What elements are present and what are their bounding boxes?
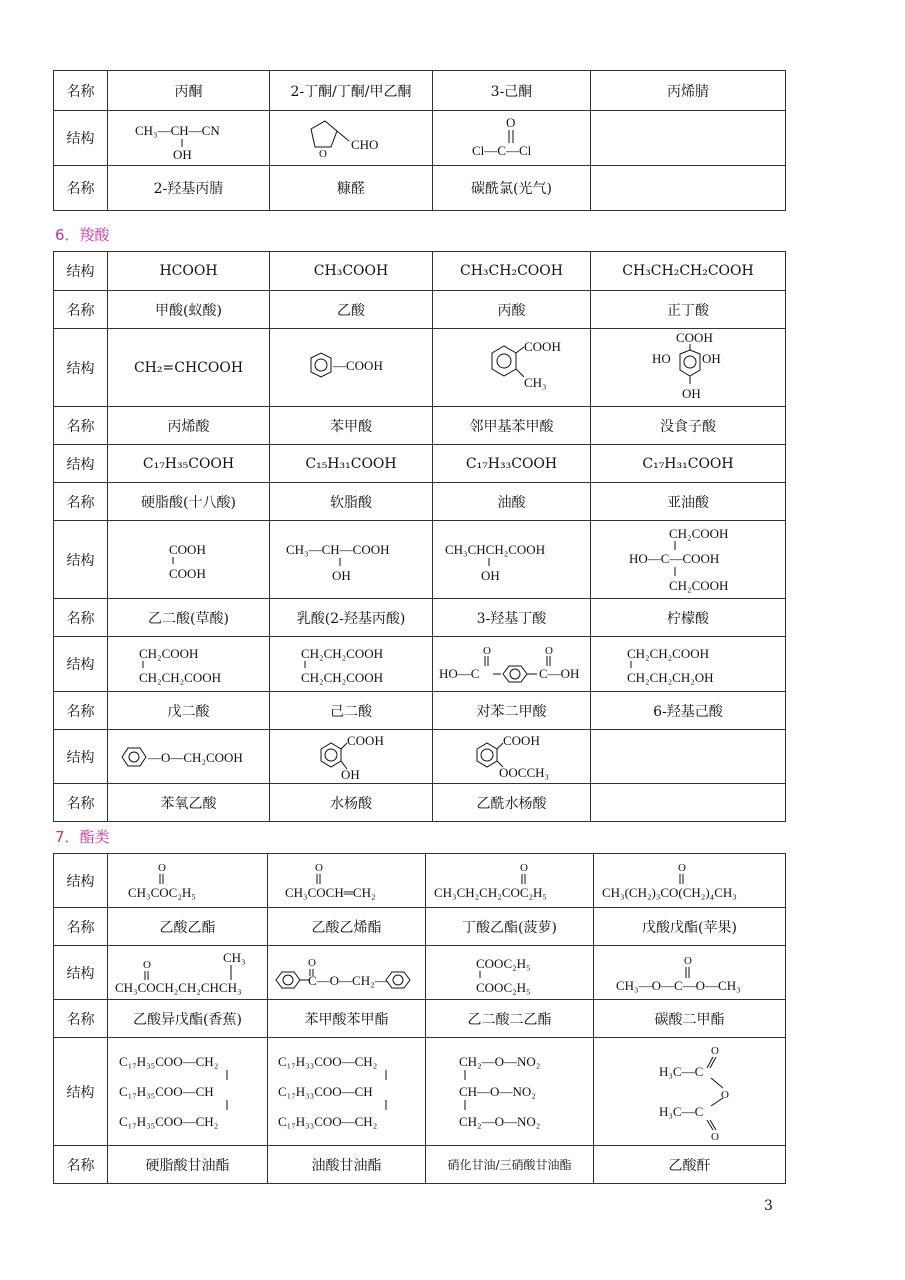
cell-name: 苯甲酸: [270, 407, 433, 445]
svg-text:OH: OH: [702, 350, 721, 366]
empty-cell: [591, 111, 786, 166]
svg-text:CH₂COOH: CH₂COOH: [669, 577, 729, 593]
svg-text:OH: OH: [481, 567, 500, 583]
svg-text:C—O—CH₂—: C—O—CH₂—: [308, 972, 388, 988]
table-row: [54, 71, 786, 111]
svg-text:CH₃—CH—CN: CH₃—CH—CN: [134, 123, 220, 138]
row-label: 结构: [54, 111, 108, 166]
svg-text:COOC₂H₅: COOC₂H₅: [475, 979, 531, 995]
row-label: 名称: [54, 71, 108, 111]
structure-glutaric-acid: [108, 637, 270, 692]
cell-name: 硝化甘油/三硝酸甘油酯: [426, 1146, 594, 1184]
structure-3-hydroxybutanoic-acid: [433, 521, 591, 599]
svg-text:C₁₇H₃₅COO—CH₂: C₁₇H₃₅COO—CH₂: [118, 1113, 218, 1129]
cell-name: 对苯二甲酸: [433, 692, 591, 730]
svg-text:OH: OH: [682, 385, 701, 401]
svg-text:O: O: [710, 1044, 719, 1057]
table-row: [54, 111, 786, 166]
cell-name: 丙酸: [433, 291, 591, 329]
svg-text:CHO: CHO: [351, 137, 379, 152]
table-row: [54, 483, 786, 521]
cell-name: 亚油酸: [591, 483, 786, 521]
table-row: [54, 521, 786, 599]
svg-text:CH₂CH₂COOH: CH₂CH₂COOH: [301, 646, 384, 661]
cell-name: 丙烯腈: [591, 71, 786, 111]
structure-acetylsalicylic-acid: [433, 730, 591, 784]
svg-text:OH: OH: [341, 766, 360, 782]
structure-terephthalic-acid: [433, 637, 591, 692]
structure-glyceryl-trioleate: [268, 1038, 426, 1146]
cell-name: 乙酸乙烯酯: [268, 908, 426, 946]
page-number: 3: [764, 1198, 773, 1214]
row-label: 结构: [54, 329, 108, 407]
table-row: [54, 946, 786, 1000]
cell-name: 丁酸乙酯(菠萝): [426, 908, 594, 946]
cell-name: 碳酰氯(光气): [433, 166, 591, 211]
svg-text:—COOH: —COOH: [333, 357, 383, 373]
cell-name: 苯氧乙酸: [108, 784, 270, 822]
cell-name: [591, 784, 786, 822]
cell-name: 乙酰水杨酸: [433, 784, 591, 822]
row-label: 结构: [54, 854, 108, 908]
svg-text:CH₂CH₂COOH: CH₂CH₂COOH: [301, 670, 384, 685]
svg-text:CH₃(CH₂)₃CO(CH₂)₄CH₃: CH₃(CH₂)₃CO(CH₂)₄CH₃: [602, 884, 737, 900]
svg-text:O: O: [319, 148, 327, 160]
svg-text:CH₂—O—NO₂: CH₂—O—NO₂: [458, 1113, 540, 1129]
svg-text:O: O: [314, 861, 323, 874]
cell-name: 戊酸戊酯(苹果): [594, 908, 786, 946]
svg-text:C₁₇H₃₅COO—CH: C₁₇H₃₅COO—CH: [118, 1083, 214, 1099]
cell-name: 硬脂酸甘油酯: [108, 1146, 268, 1184]
structure-lactic-acid: [270, 521, 433, 599]
cell-name: 没食子酸: [591, 407, 786, 445]
cell-name: 己二酸: [270, 692, 433, 730]
svg-text:COOH: COOH: [168, 541, 206, 557]
svg-text:OOCCH₃: OOCCH₃: [498, 764, 549, 780]
cell-name: [591, 166, 786, 211]
cell-name: 硬脂酸(十八酸): [108, 483, 270, 521]
svg-text:CH₂CH₂COOH: CH₂CH₂COOH: [138, 670, 221, 685]
svg-text:CH₃COCH═CH₂: CH₃COCH═CH₂: [284, 884, 376, 900]
row-label: 结构: [54, 730, 108, 784]
ester-table: [53, 853, 786, 1184]
cell-name: 油酸甘油酯: [268, 1146, 426, 1184]
cell-name: 柠檬酸: [591, 599, 786, 637]
svg-text:O: O: [545, 645, 553, 657]
structure-o-toluic-acid: [433, 329, 591, 407]
row-label: 结构: [54, 946, 108, 1000]
svg-text:OH: OH: [332, 567, 351, 583]
structure-benzyl-benzoate: [268, 946, 426, 1000]
row-label: 名称: [54, 483, 108, 521]
svg-text:COOH: COOH: [676, 329, 713, 345]
structure-6-hydroxyhexanoic-acid: [591, 637, 786, 692]
structure-oxalic-acid: [108, 521, 270, 599]
structure-diethyl-oxalate: [426, 946, 594, 1000]
svg-text:HO: HO: [652, 350, 671, 366]
structure-ethyl-acetate: [108, 854, 268, 908]
structure-furfural: [270, 111, 433, 166]
svg-text:O: O: [505, 115, 515, 130]
svg-text:COOH: COOH: [347, 732, 384, 748]
row-label: 结构: [54, 252, 108, 291]
svg-text:CH₃CHCH₂COOH: CH₃CHCH₂COOH: [445, 541, 546, 557]
row-label: 名称: [54, 166, 108, 211]
structure-dimethyl-carbonate: [594, 946, 786, 1000]
svg-text:O: O: [483, 645, 491, 657]
structure-vinyl-acetate: [268, 854, 426, 908]
svg-text:O: O: [720, 1088, 729, 1101]
svg-text:O: O: [142, 958, 151, 971]
section-title-carboxylic-acids: 6．羧酸: [55, 226, 110, 244]
table-row: [54, 637, 786, 692]
svg-text:H₃C—C: H₃C—C: [658, 1063, 703, 1079]
structure-2-hydroxypropanenitrile: [108, 111, 270, 166]
structure-phosgene: [433, 111, 591, 166]
cell-name: 丙烯酸: [108, 407, 270, 445]
row-label: 结构: [54, 637, 108, 692]
svg-text:CH₂COOH: CH₂COOH: [669, 525, 729, 541]
row-label: 名称: [54, 407, 108, 445]
cell-formula: CH₃CH₂COOH: [433, 252, 591, 291]
svg-text:CH₂—O—NO₂: CH₂—O—NO₂: [458, 1053, 540, 1069]
cell-formula: C₁₇H₃₁COOH: [591, 445, 786, 483]
svg-text:H₃C—C: H₃C—C: [658, 1103, 703, 1119]
svg-text:CH₃COC₂H₅: CH₃COC₂H₅: [127, 884, 196, 900]
cell-name: 糠醛: [270, 166, 433, 211]
cell-name: 乙酸乙酯: [108, 908, 268, 946]
structure-benzoic-acid: [270, 329, 433, 407]
cell-name: 乙二酸(草酸): [108, 599, 270, 637]
cell-formula: HCOOH: [108, 252, 270, 291]
row-label: 结构: [54, 521, 108, 599]
cell-name: 2-丁酮/丁酮/甲乙酮: [270, 71, 433, 111]
svg-text:C₁₇H₃₅COO—CH₂: C₁₇H₃₅COO—CH₂: [118, 1053, 218, 1069]
cell-formula: CH₃COOH: [270, 252, 433, 291]
structure-glyceryl-tristearate: [108, 1038, 268, 1146]
cell-name: 戊二酸: [108, 692, 270, 730]
table-row: [54, 854, 786, 908]
svg-text:OH: OH: [172, 147, 192, 161]
structure-citric-acid: [591, 521, 786, 599]
table-row: [54, 329, 786, 407]
table-row: [54, 407, 786, 445]
svg-text:O: O: [683, 954, 692, 967]
svg-text:CH₃: CH₃: [222, 949, 246, 965]
svg-text:COOC₂H₅: COOC₂H₅: [475, 955, 531, 971]
svg-text:CH₂COOH: CH₂COOH: [138, 646, 198, 661]
structure-nitroglycerin: [426, 1038, 594, 1146]
structure-salicylic-acid: [270, 730, 433, 784]
svg-text:HO—C: HO—C: [439, 666, 480, 681]
structure-phenoxyacetic-acid: [108, 730, 270, 784]
svg-text:Cl—C—Cl: Cl—C—Cl: [471, 143, 531, 158]
table-row: [54, 445, 786, 483]
cell-name: 水杨酸: [270, 784, 433, 822]
cell-formula: CH₃CH₂CH₂COOH: [591, 252, 786, 291]
structure-acetic-anhydride: [594, 1038, 786, 1146]
cell-name: 3-羟基丁酸: [433, 599, 591, 637]
cell-name: 乳酸(2-羟基丙酸): [270, 599, 433, 637]
row-label: 名称: [54, 599, 108, 637]
carboxylic-acid-table: [53, 251, 786, 822]
cell-formula: C₁₇H₃₃COOH: [433, 445, 591, 483]
row-label: 名称: [54, 692, 108, 730]
cell-name: 6-羟基己酸: [591, 692, 786, 730]
svg-text:C₁₇H₃₃COO—CH: C₁₇H₃₃COO—CH: [278, 1083, 373, 1099]
structure-gallic-acid: [591, 329, 786, 407]
svg-text:C₁₇H₃₃COO—CH₂: C₁₇H₃₃COO—CH₂: [278, 1053, 378, 1069]
table-row: [54, 599, 786, 637]
section-title-esters: 7．酯类: [55, 828, 110, 846]
table-row: [54, 1038, 786, 1146]
cell-name: 油酸: [433, 483, 591, 521]
cell-name: 丙酮: [108, 71, 270, 111]
ketone-nitrile-table: [53, 70, 786, 211]
cell-name: 乙二酸二乙酯: [426, 1000, 594, 1038]
table-row: [54, 1146, 786, 1184]
svg-text:CH₃CH₂CH₂COC₂H₅: CH₃CH₂CH₂COC₂H₅: [434, 884, 547, 900]
cell-name: 苯甲酸苯甲酯: [268, 1000, 426, 1038]
table-row: [54, 166, 786, 211]
table-row: [54, 730, 786, 784]
table-row: [54, 908, 786, 946]
svg-text:COOH: COOH: [523, 338, 561, 354]
cell-formula: CH₂=CHCOOH: [108, 329, 270, 407]
svg-text:CH₃—CH—COOH: CH₃—CH—COOH: [286, 541, 390, 557]
svg-text:C—OH: C—OH: [539, 666, 580, 681]
svg-text:CH₂CH₂CH₂OH: CH₂CH₂CH₂OH: [627, 670, 714, 685]
cell-name: 乙酸: [270, 291, 433, 329]
table-row: [54, 784, 786, 822]
cell-name: 乙酸异戊酯(香蕉): [108, 1000, 268, 1038]
svg-text:COOH: COOH: [168, 565, 206, 581]
svg-text:—O—CH₂COOH: —O—CH₂COOH: [147, 749, 243, 765]
svg-text:COOH: COOH: [502, 732, 540, 748]
table-row: [54, 291, 786, 329]
svg-text:C₁₇H₃₃COO—CH₂: C₁₇H₃₃COO—CH₂: [278, 1113, 378, 1129]
cell-name: 正丁酸: [591, 291, 786, 329]
cell-name: 碳酸二甲酯: [594, 1000, 786, 1038]
table-row: [54, 692, 786, 730]
row-label: 名称: [54, 908, 108, 946]
svg-text:CH₃COCH₂CH₂CHCH₃: CH₃COCH₂CH₂CHCH₃: [114, 979, 241, 995]
cell-name: 2-羟基丙腈: [108, 166, 270, 211]
svg-text:O: O: [678, 861, 686, 874]
cell-name: 软脂酸: [270, 483, 433, 521]
cell-name: 3-己酮: [433, 71, 591, 111]
row-label: 结构: [54, 445, 108, 483]
cell-formula: C₁₅H₃₁COOH: [270, 445, 433, 483]
svg-text:CH₂CH₂COOH: CH₂CH₂COOH: [627, 646, 710, 661]
structure-ethyl-butyrate: [426, 854, 594, 908]
cell-name: 乙酸酐: [594, 1146, 786, 1184]
table-row: [54, 1000, 786, 1038]
row-label: 名称: [54, 1146, 108, 1184]
row-label: 名称: [54, 784, 108, 822]
cell-name: 邻甲基苯甲酸: [433, 407, 591, 445]
svg-text:O: O: [520, 861, 528, 874]
svg-text:O: O: [308, 956, 316, 969]
svg-text:O: O: [710, 1130, 719, 1142]
svg-text:CH—O—NO₂: CH—O—NO₂: [458, 1083, 536, 1099]
svg-text:CH₃—O—C—O—CH₃: CH₃—O—C—O—CH₃: [615, 977, 741, 993]
svg-text:CH₃: CH₃: [523, 374, 547, 390]
cell-formula: C₁₇H₃₅COOH: [108, 445, 270, 483]
empty-cell: [591, 730, 786, 784]
cell-name: 甲酸(蚁酸): [108, 291, 270, 329]
row-label: 名称: [54, 1000, 108, 1038]
structure-isoamyl-acetate: [108, 946, 268, 1000]
row-label: 结构: [54, 1038, 108, 1146]
structure-adipic-acid: [270, 637, 433, 692]
table-row: [54, 252, 786, 291]
svg-text:O: O: [157, 861, 166, 874]
svg-text:HO—C—COOH: HO—C—COOH: [629, 550, 720, 566]
structure-pentyl-pentanoate: [594, 854, 786, 908]
row-label: 名称: [54, 291, 108, 329]
